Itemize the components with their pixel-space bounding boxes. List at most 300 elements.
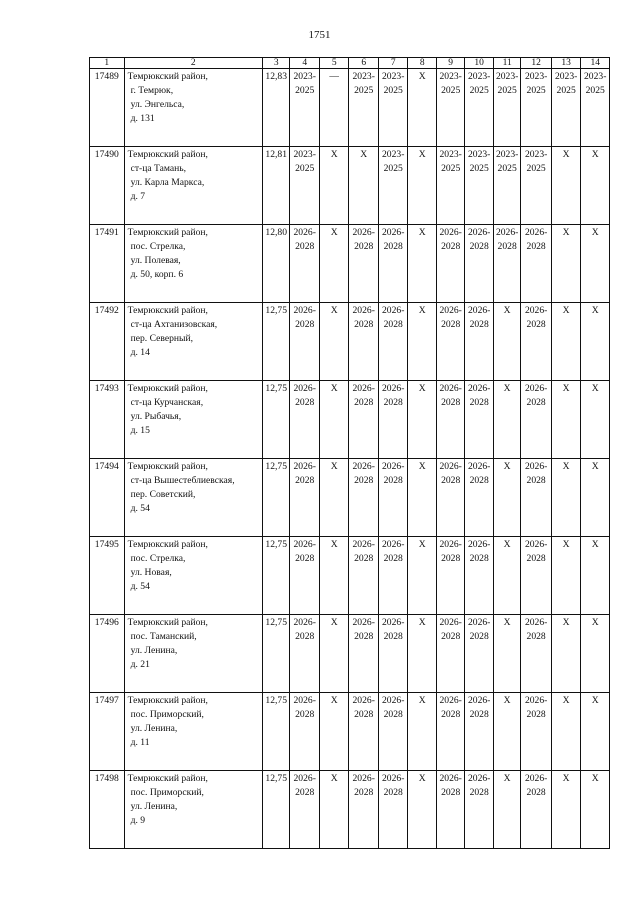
period-line: 2028 (295, 319, 315, 330)
value-cell: 12,75 (262, 615, 289, 693)
mark-text: Х (330, 695, 338, 706)
column-number-header: 7 (378, 58, 408, 69)
address-cell (124, 615, 262, 693)
period-line: 2026- (524, 617, 548, 628)
mark-text: Х (562, 383, 570, 394)
value-cell: 12,83 (262, 69, 289, 147)
period-line: 2026- (439, 617, 462, 628)
address-line: Темрюкский район, (127, 305, 208, 316)
column-number-header: 1 (90, 58, 125, 69)
period-line: 2023- (382, 71, 405, 82)
column-number-header: 5 (319, 58, 349, 69)
mark-text: Х (330, 227, 338, 238)
address-line: Темрюкский район, (127, 539, 208, 550)
mark-text: Х (562, 617, 570, 628)
period-cell (349, 771, 379, 849)
column-number-header: 6 (349, 58, 379, 69)
mark-text: Х (591, 149, 599, 160)
mark-text: Х (503, 305, 511, 316)
address-line: Темрюкский район, (127, 461, 208, 472)
column-number-header: 14 (581, 58, 610, 69)
period-cell (465, 69, 493, 147)
row-number-cell: 17491 (90, 225, 125, 303)
row-number-cell: 17498 (90, 771, 125, 849)
period-cell (290, 225, 320, 303)
address-line: ст-ца Ахтанизовская, (130, 319, 218, 330)
period-line: 2026- (382, 539, 405, 550)
period-line: 2026- (293, 383, 316, 394)
table-row (90, 771, 610, 849)
period-line: 2025 (354, 85, 374, 96)
table-row (90, 693, 610, 771)
period-line: 2028 (469, 241, 489, 252)
table-row (90, 615, 610, 693)
address-line: Темрюкский район, (127, 227, 208, 238)
address-line: д. 7 (130, 191, 146, 202)
mark-text: Х (591, 461, 599, 472)
address-cell (124, 537, 262, 615)
column-number-header: 10 (465, 58, 493, 69)
mark-text: Х (562, 227, 570, 238)
mark-cell (319, 303, 349, 381)
period-cell (521, 303, 552, 381)
period-cell (378, 771, 408, 849)
address-line: Темрюкский район, (127, 773, 208, 784)
period-line: 2023- (467, 149, 491, 160)
period-line: 2025 (526, 163, 546, 174)
period-line: 2026- (293, 539, 316, 550)
period-line: 2023- (495, 71, 519, 82)
column-number-header: 11 (493, 58, 520, 69)
address-line: д. 54 (130, 581, 150, 592)
mark-cell (581, 381, 610, 459)
period-line: 2028 (526, 475, 546, 486)
period-cell (465, 147, 493, 225)
period-line: 2025 (441, 163, 461, 174)
period-line: 2028 (526, 631, 546, 642)
period-line: 2028 (441, 319, 461, 330)
period-line: 2026- (524, 305, 548, 316)
period-line: 2028 (354, 631, 374, 642)
period-cell (465, 225, 493, 303)
table-row (90, 537, 610, 615)
table-row (90, 69, 610, 147)
column-number-header: 13 (551, 58, 581, 69)
value-cell: 12,75 (262, 459, 289, 537)
mark-cell (493, 537, 520, 615)
period-cell (465, 615, 493, 693)
period-cell (290, 69, 320, 147)
period-line: 2026- (467, 227, 491, 238)
period-cell (581, 69, 610, 147)
mark-text: Х (418, 71, 426, 82)
period-cell (290, 147, 320, 225)
table-row (90, 381, 610, 459)
address-line: ст-ца Тамань, (130, 163, 187, 174)
period-line: 2026- (524, 773, 548, 784)
mark-cell (408, 381, 436, 459)
period-line: 2028 (526, 787, 546, 798)
period-line: 2028 (295, 475, 315, 486)
period-cell (521, 615, 552, 693)
mark-text: Х (591, 773, 599, 784)
period-cell (290, 381, 320, 459)
mark-text: Х (503, 539, 511, 550)
address-line: ул. Энгельса, (130, 99, 185, 110)
period-line: 2026- (524, 695, 548, 706)
period-cell (290, 693, 320, 771)
period-line: 2026- (524, 227, 548, 238)
address-line: пер. Советский, (130, 489, 196, 500)
address-line: ул. Ленина, (130, 801, 178, 812)
address-line: д. 15 (130, 425, 150, 436)
period-line: 2028 (497, 241, 517, 252)
period-line: 2028 (383, 397, 403, 408)
value-cell: 12,75 (262, 693, 289, 771)
period-cell (521, 771, 552, 849)
period-line: 2028 (354, 709, 374, 720)
mark-cell (319, 693, 349, 771)
period-line: 2028 (441, 787, 461, 798)
address-line: д. 11 (130, 737, 150, 748)
mark-text: Х (503, 461, 511, 472)
period-cell (521, 225, 552, 303)
period-line: 2023- (439, 71, 462, 82)
mark-text: Х (591, 305, 599, 316)
address-cell (124, 69, 262, 147)
period-line: 2028 (383, 475, 403, 486)
mark-cell (408, 225, 436, 303)
period-line: 2028 (469, 709, 489, 720)
mark-text: Х (562, 773, 570, 784)
mark-text: Х (562, 149, 570, 160)
register-table (89, 57, 610, 849)
address-line: Темрюкский район, (127, 695, 208, 706)
mark-cell (581, 225, 610, 303)
period-line: 2026- (382, 383, 405, 394)
period-line: 2028 (441, 241, 461, 252)
period-line: 2028 (383, 709, 403, 720)
column-number-header-row (90, 58, 610, 69)
mark-text: Х (418, 149, 426, 160)
address-line: пос. Приморский, (130, 709, 204, 720)
address-line: пос. Стрелка, (130, 553, 186, 564)
period-line: 2026- (382, 305, 405, 316)
page-number: 1751 (308, 29, 331, 41)
column-number-header: 2 (124, 58, 262, 69)
mark-text: Х (418, 383, 426, 394)
mark-text: Х (591, 383, 599, 394)
address-line: д. 50, корп. 6 (130, 269, 184, 280)
period-line: 2028 (383, 319, 403, 330)
period-cell (349, 381, 379, 459)
period-line: 2028 (441, 475, 461, 486)
mark-cell (551, 303, 581, 381)
column-number-header: 4 (290, 58, 320, 69)
period-cell (436, 693, 464, 771)
mark-cell (319, 537, 349, 615)
mark-cell (319, 615, 349, 693)
mark-cell (551, 459, 581, 537)
period-line: 2026- (382, 617, 405, 628)
period-cell (465, 693, 493, 771)
period-line: 2028 (441, 631, 461, 642)
mark-cell (581, 615, 610, 693)
period-cell (349, 225, 379, 303)
value-cell: 12,75 (262, 381, 289, 459)
mark-cell (493, 303, 520, 381)
mark-cell (408, 771, 436, 849)
period-line: 2026- (382, 461, 405, 472)
period-line: 2025 (469, 163, 489, 174)
period-line: 2028 (354, 319, 374, 330)
period-cell (378, 69, 408, 147)
period-line: 2028 (354, 787, 374, 798)
address-line: д. 21 (130, 659, 150, 670)
period-cell (465, 381, 493, 459)
mark-cell (319, 225, 349, 303)
period-cell (436, 459, 464, 537)
address-line: д. 14 (130, 347, 150, 358)
column-number-header: 9 (436, 58, 464, 69)
mark-cell (408, 147, 436, 225)
mark-cell (581, 771, 610, 849)
row-number-cell: 17492 (90, 303, 125, 381)
period-cell (436, 615, 464, 693)
mark-cell (319, 771, 349, 849)
period-line: 2026- (352, 617, 375, 628)
period-line: 2026- (467, 773, 491, 784)
period-cell (521, 381, 552, 459)
period-line: 2026- (293, 695, 316, 706)
period-cell (436, 69, 464, 147)
period-line: 2025 (383, 163, 403, 174)
mark-cell (551, 381, 581, 459)
period-cell (290, 537, 320, 615)
period-line: 2028 (469, 475, 489, 486)
mark-text: Х (503, 383, 511, 394)
period-line: 2026- (382, 695, 405, 706)
mark-cell (551, 693, 581, 771)
address-line: Темрюкский район, (127, 71, 208, 82)
mark-cell (551, 537, 581, 615)
address-line: ул. Рыбачья, (130, 411, 182, 422)
address-line: Темрюкский район, (127, 617, 208, 628)
period-line: 2028 (295, 709, 315, 720)
address-line: ул. Полевая, (130, 255, 181, 266)
mark-text: Х (591, 617, 599, 628)
period-line: 2026- (439, 383, 462, 394)
column-number-header: 12 (521, 58, 552, 69)
column-number-header: 8 (408, 58, 436, 69)
period-line: 2025 (556, 85, 576, 96)
period-line: 2023- (293, 71, 316, 82)
period-line: 2028 (526, 241, 546, 252)
period-line: 2023- (382, 149, 405, 160)
address-cell (124, 381, 262, 459)
period-cell (378, 303, 408, 381)
period-line: 2026- (467, 539, 491, 550)
mark-cell (493, 771, 520, 849)
address-cell (124, 459, 262, 537)
period-cell (349, 537, 379, 615)
period-cell (436, 147, 464, 225)
mark-text: Х (330, 773, 338, 784)
period-line: 2025 (469, 85, 489, 96)
mark-cell (493, 381, 520, 459)
mark-cell (493, 693, 520, 771)
mark-cell (551, 615, 581, 693)
mark-text: Х (562, 695, 570, 706)
table-row (90, 303, 610, 381)
mark-cell (493, 615, 520, 693)
period-line: 2023- (524, 149, 548, 160)
period-cell (290, 459, 320, 537)
row-number-cell: 17495 (90, 537, 125, 615)
period-line: 2025 (526, 85, 546, 96)
period-cell (521, 459, 552, 537)
table-row (90, 459, 610, 537)
period-line: 2026- (524, 461, 548, 472)
period-line: 2028 (469, 631, 489, 642)
mark-text: Х (418, 227, 426, 238)
row-number-cell: 17489 (90, 69, 125, 147)
period-line: 2026- (352, 695, 375, 706)
mark-text: Х (330, 305, 338, 316)
period-line: 2026- (439, 695, 462, 706)
address-line: ст-ца Вышестеблиевская, (130, 475, 235, 486)
period-cell (378, 381, 408, 459)
period-cell (436, 381, 464, 459)
mark-cell (493, 459, 520, 537)
mark-text: Х (562, 305, 570, 316)
period-cell (465, 459, 493, 537)
period-line: 2028 (469, 397, 489, 408)
mark-text: Х (562, 539, 570, 550)
period-line: 2028 (441, 553, 461, 564)
period-cell (349, 693, 379, 771)
period-line: 2025 (383, 85, 403, 96)
value-cell: 12,75 (262, 771, 289, 849)
mark-cell (551, 771, 581, 849)
period-cell (349, 615, 379, 693)
period-cell (436, 225, 464, 303)
period-line: 2023- (439, 149, 462, 160)
period-line: 2023- (352, 71, 375, 82)
period-line: 2028 (354, 553, 374, 564)
period-line: 2026- (524, 383, 548, 394)
mark-cell (581, 147, 610, 225)
mark-cell (581, 537, 610, 615)
mark-cell (551, 147, 581, 225)
mark-cell (349, 147, 379, 225)
period-line: 2026- (352, 461, 375, 472)
period-line: 2023- (524, 71, 548, 82)
mark-cell (408, 537, 436, 615)
mark-text: Х (591, 539, 599, 550)
mark-cell (319, 459, 349, 537)
mark-text: Х (330, 461, 338, 472)
period-cell (521, 69, 552, 147)
address-cell (124, 225, 262, 303)
mark-text: Х (330, 383, 338, 394)
period-line: 2028 (295, 631, 315, 642)
address-line: пос. Таманский, (130, 631, 197, 642)
mark-cell (408, 459, 436, 537)
period-cell (349, 459, 379, 537)
period-cell (290, 615, 320, 693)
period-cell (290, 771, 320, 849)
period-line: 2028 (441, 397, 461, 408)
period-line: 2028 (383, 241, 403, 252)
address-line: Темрюкский район, (127, 383, 208, 394)
period-line: 2023- (495, 149, 519, 160)
period-line: 2026- (439, 773, 462, 784)
period-line: 2028 (526, 709, 546, 720)
mark-text: Х (330, 149, 338, 160)
period-cell (493, 147, 520, 225)
period-cell (493, 225, 520, 303)
period-line: 2028 (469, 553, 489, 564)
period-cell (465, 537, 493, 615)
mark-text: Х (418, 617, 426, 628)
address-line: ул. Карла Маркса, (130, 177, 205, 188)
table-row (90, 225, 610, 303)
mark-cell (319, 69, 349, 147)
address-line: ул. Ленина, (130, 645, 178, 656)
period-cell (349, 69, 379, 147)
period-line: 2028 (469, 319, 489, 330)
address-cell (124, 693, 262, 771)
period-line: 2025 (295, 163, 315, 174)
table-row (90, 147, 610, 225)
address-line: д. 131 (130, 113, 155, 124)
period-cell (349, 303, 379, 381)
period-line: 2026- (352, 539, 375, 550)
period-line: 2028 (295, 553, 315, 564)
address-line: г. Темрюк, (130, 85, 174, 96)
period-line: 2026- (352, 227, 375, 238)
period-line: 2025 (497, 163, 517, 174)
period-line: 2026- (293, 773, 316, 784)
period-line: 2026- (293, 305, 316, 316)
address-cell (124, 303, 262, 381)
period-cell (378, 225, 408, 303)
period-line: 2026- (293, 227, 316, 238)
address-line: ст-ца Курчанская, (130, 397, 204, 408)
period-line: 2025 (295, 85, 315, 96)
mark-text: Х (591, 227, 599, 238)
period-line: 2026- (352, 305, 375, 316)
period-line: 2026- (293, 617, 316, 628)
mark-text: Х (562, 461, 570, 472)
mark-text: — (329, 71, 339, 82)
period-line: 2025 (497, 85, 517, 96)
period-cell (378, 693, 408, 771)
period-line: 2026- (352, 383, 375, 394)
period-line: 2026- (382, 227, 405, 238)
mark-text: Х (330, 539, 338, 550)
period-cell (378, 147, 408, 225)
period-line: 2026- (467, 695, 491, 706)
period-line: 2028 (526, 553, 546, 564)
address-line: ул. Ленина, (130, 723, 178, 734)
period-cell (436, 771, 464, 849)
period-line: 2023- (293, 149, 316, 160)
period-cell (378, 537, 408, 615)
mark-cell (408, 303, 436, 381)
address-line: д. 9 (130, 815, 146, 826)
